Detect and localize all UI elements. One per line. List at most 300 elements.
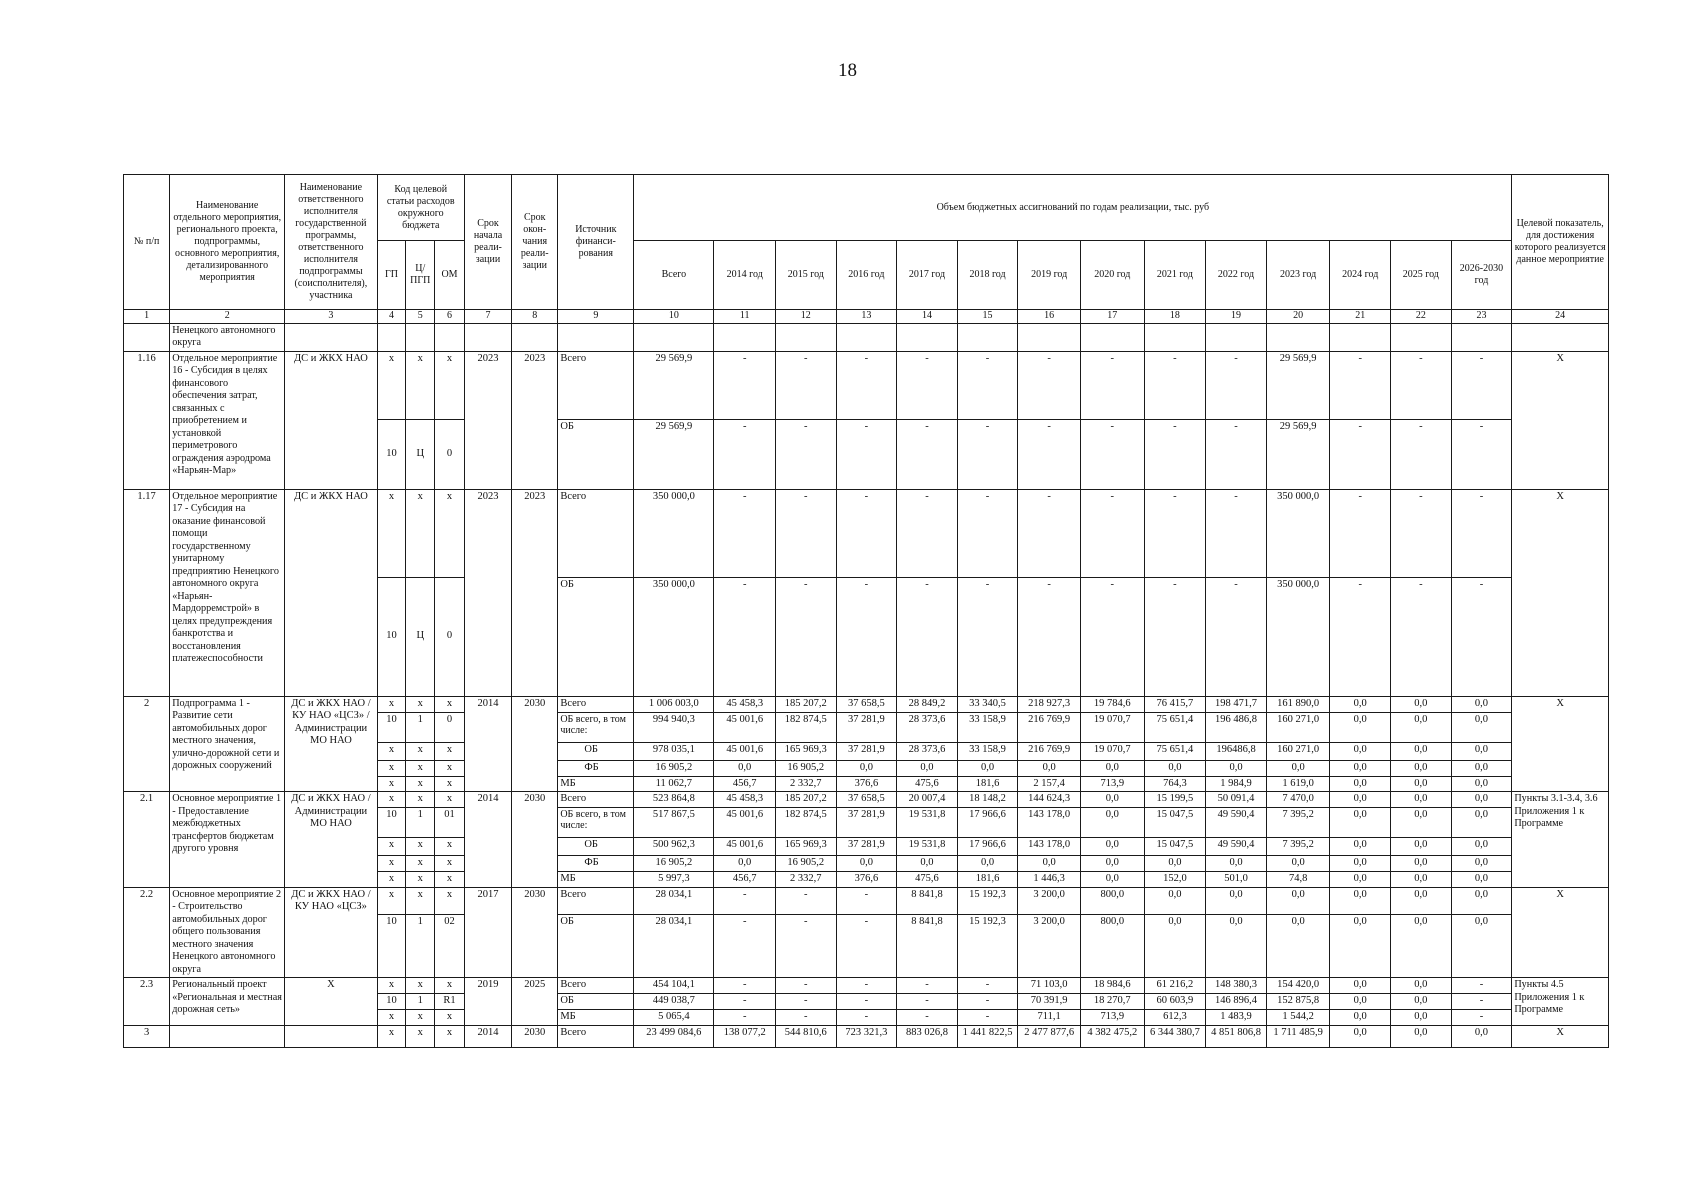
cell-year-value: - xyxy=(1080,577,1144,696)
cell-total: 500 962,3 xyxy=(634,838,714,856)
cell-year-value: 37 658,5 xyxy=(836,792,897,808)
cell-year-value: 18 148,2 xyxy=(957,792,1018,808)
cell-empty xyxy=(634,323,714,351)
cell-year-value: 182 874,5 xyxy=(776,712,837,742)
cell-year-value: 0,0 xyxy=(1451,887,1512,914)
cell-year-value: 19 070,7 xyxy=(1080,742,1144,760)
cell-total: 16 905,2 xyxy=(634,856,714,872)
cell-year-value: 0,0 xyxy=(1391,712,1452,742)
cell-start: 2014 xyxy=(464,1026,511,1048)
cell-year-value: 0,0 xyxy=(1080,838,1144,856)
cell-year-value: 152 875,8 xyxy=(1266,994,1330,1010)
cell-year-value: 0,0 xyxy=(1080,872,1144,888)
cell-end: 2030 xyxy=(512,696,558,792)
cell-code: x xyxy=(377,856,406,872)
cell-year-value: - xyxy=(1144,577,1206,696)
cell-year-value: 45 001,6 xyxy=(714,808,776,838)
cell-code: x xyxy=(377,1010,406,1026)
cell-year-value: 45 458,3 xyxy=(714,792,776,808)
cell-year-value: 28 373,6 xyxy=(897,742,958,760)
header-total: Всего xyxy=(634,241,714,310)
cell-year-value: 0,0 xyxy=(1206,760,1267,776)
cell-year-value: 0,0 xyxy=(1206,914,1267,977)
cell-year-value: 216 769,9 xyxy=(1018,712,1081,742)
header-year: 2024 год xyxy=(1330,241,1391,310)
cell-year-value: 15 192,3 xyxy=(957,887,1018,914)
header-source: Источник финанси-рования xyxy=(558,175,634,310)
cell-code: x xyxy=(377,978,406,994)
cell-year-value: - xyxy=(1206,419,1267,489)
column-numbers-row xyxy=(124,310,1609,324)
cell-year-value: 0,0 xyxy=(1391,872,1452,888)
cell-year-value: 0,0 xyxy=(836,856,897,872)
cell-year-value: 456,7 xyxy=(714,776,776,792)
cell-empty xyxy=(1144,323,1206,351)
cell-year-value: 0,0 xyxy=(897,856,958,872)
cell-year-value: 76 415,7 xyxy=(1144,696,1206,712)
cell-total: 23 499 084,6 xyxy=(634,1026,714,1048)
cell-year-value: - xyxy=(1144,489,1206,577)
header-code-group: Код целевой статьи расходов окружного бюджета xyxy=(377,175,464,241)
cell-year-value: 800,0 xyxy=(1080,887,1144,914)
cell-year-value: 0,0 xyxy=(1451,1026,1512,1048)
cell-empty xyxy=(1391,323,1452,351)
cell-code: x xyxy=(377,351,406,419)
table-row xyxy=(124,887,1609,914)
header-code-om: ОМ xyxy=(435,241,465,310)
cell-year-value: 0,0 xyxy=(1330,838,1391,856)
cell-code: x xyxy=(435,696,465,712)
cell-year-value: - xyxy=(714,887,776,914)
cell-name xyxy=(170,1026,285,1048)
cell-year-value: 0,0 xyxy=(957,760,1018,776)
cell-year-value: 0,0 xyxy=(1330,856,1391,872)
cell-year-value: 2 157,4 xyxy=(1018,776,1081,792)
cell-code: 10 xyxy=(377,419,406,489)
cell-target: Х xyxy=(1512,1026,1609,1048)
header-year: 2025 год xyxy=(1391,241,1452,310)
cell-year-value: 713,9 xyxy=(1080,776,1144,792)
cell-year-value: 0,0 xyxy=(1144,856,1206,872)
cell-year-value: - xyxy=(1144,419,1206,489)
cell-year-value: 165 969,3 xyxy=(776,742,837,760)
cell-year-value: - xyxy=(1330,577,1391,696)
cell-year-value: 711,1 xyxy=(1018,1010,1081,1026)
cell-year-value: - xyxy=(1451,1010,1512,1026)
header-year: 2021 год xyxy=(1144,241,1206,310)
cell-empty xyxy=(558,323,634,351)
cell-year-value: 2 477 877,6 xyxy=(1018,1026,1081,1048)
cell-year-value: 71 103,0 xyxy=(1018,978,1081,994)
cell-year-value: - xyxy=(714,351,776,419)
cell-code: x xyxy=(435,489,465,577)
cell-year-value: - xyxy=(714,978,776,994)
cell-year-value: - xyxy=(776,978,837,994)
cell-year-value: - xyxy=(1330,351,1391,419)
cell-total: 454 104,1 xyxy=(634,978,714,994)
cell-source: ФБ xyxy=(558,856,634,872)
cell-year-value: 138 077,2 xyxy=(714,1026,776,1048)
cell-year-value: 154 420,0 xyxy=(1266,978,1330,994)
cell-code: x xyxy=(377,1026,406,1048)
cell-total: 517 867,5 xyxy=(634,808,714,838)
column-number: 3 xyxy=(285,310,377,324)
cell-code: 02 xyxy=(435,914,465,977)
cell-code: x xyxy=(406,351,435,419)
cell-total: 29 569,9 xyxy=(634,419,714,489)
cell-year-value: - xyxy=(836,489,897,577)
cell-year-value: 17 966,6 xyxy=(957,838,1018,856)
cell-year-value: 2 332,7 xyxy=(776,776,837,792)
column-number: 10 xyxy=(634,310,714,324)
cell-year-value: - xyxy=(957,994,1018,1010)
cell-year-value: 49 590,4 xyxy=(1206,838,1267,856)
cell-code: 1 xyxy=(406,994,435,1010)
cell-year-value: - xyxy=(1330,489,1391,577)
cell-year-value: - xyxy=(1080,489,1144,577)
cell-year-value: - xyxy=(1451,978,1512,994)
cell-year-value: - xyxy=(957,577,1018,696)
table-row xyxy=(124,696,1609,712)
cell-year-value: 350 000,0 xyxy=(1266,489,1330,577)
cell-year-value: 181,6 xyxy=(957,872,1018,888)
header-year: 2014 год xyxy=(714,241,776,310)
cell-empty xyxy=(1512,323,1609,351)
cell-year-value: 15 192,3 xyxy=(957,914,1018,977)
cell-year-value: 713,9 xyxy=(1080,1010,1144,1026)
cell-year-value: 612,3 xyxy=(1144,1010,1206,1026)
cell-source: ОБ xyxy=(558,914,634,977)
cell-source: ФБ xyxy=(558,760,634,776)
cell-year-value: 148 380,3 xyxy=(1206,978,1267,994)
column-number: 18 xyxy=(1144,310,1206,324)
cell-year-value: 2 332,7 xyxy=(776,872,837,888)
header-year: 2022 год xyxy=(1206,241,1267,310)
cell-year-value: 0,0 xyxy=(1330,760,1391,776)
column-number: 12 xyxy=(776,310,837,324)
cell-source: Всего xyxy=(558,1026,634,1048)
cell-year-value: 0,0 xyxy=(1330,712,1391,742)
cell-code: x xyxy=(406,978,435,994)
cell-year-value: 0,0 xyxy=(1330,1010,1391,1026)
cell-num xyxy=(124,323,170,351)
cell-year-value: - xyxy=(1018,351,1081,419)
cell-year-value: 0,0 xyxy=(1018,760,1081,776)
column-number: 15 xyxy=(957,310,1018,324)
cell-year-value: 0,0 xyxy=(1391,792,1452,808)
cell-code: x xyxy=(435,872,465,888)
cell-year-value: - xyxy=(1451,489,1512,577)
cell-year-value: 1 544,2 xyxy=(1266,1010,1330,1026)
cell-source: МБ xyxy=(558,1010,634,1026)
cell-total: 523 864,8 xyxy=(634,792,714,808)
cell-year-value: 29 569,9 xyxy=(1266,351,1330,419)
cell-year-value: 475,6 xyxy=(897,872,958,888)
cell-empty xyxy=(1206,323,1267,351)
column-number: 6 xyxy=(435,310,465,324)
cell-source: Всего xyxy=(558,489,634,577)
cell-year-value: 196 486,8 xyxy=(1206,712,1267,742)
cell-start: 2014 xyxy=(464,792,511,888)
cell-year-value: 0,0 xyxy=(1391,838,1452,856)
cell-year-value: 0,0 xyxy=(1266,887,1330,914)
cell-code: 10 xyxy=(377,994,406,1010)
cell-year-value: 37 658,5 xyxy=(836,696,897,712)
cell-year-value: 181,6 xyxy=(957,776,1018,792)
cell-year-value: 185 207,2 xyxy=(776,792,837,808)
cell-code: x xyxy=(435,856,465,872)
cell-code: x xyxy=(406,742,435,760)
cell-source: Всего xyxy=(558,887,634,914)
cell-year-value: 196486,8 xyxy=(1206,742,1267,760)
cell-year-value: 0,0 xyxy=(1391,978,1452,994)
cell-year-value: 475,6 xyxy=(897,776,958,792)
cell-empty xyxy=(285,323,377,351)
cell-start: 2017 xyxy=(464,887,511,978)
cell-target: Х xyxy=(1512,887,1609,978)
cell-year-value: 0,0 xyxy=(1144,760,1206,776)
cell-year-value: 0,0 xyxy=(1330,808,1391,838)
cell-year-value: 33 340,5 xyxy=(957,696,1018,712)
cell-end: 2025 xyxy=(512,978,558,1026)
cell-source: ОБ всего, в том числе: xyxy=(558,712,634,742)
cell-code: x xyxy=(377,792,406,808)
cell-start: 2014 xyxy=(464,696,511,792)
cell-empty xyxy=(435,323,465,351)
cell-year-value: 376,6 xyxy=(836,872,897,888)
cell-target: Пункты 4.5 Приложения 1 к Программе xyxy=(1512,978,1609,1026)
column-number: 1 xyxy=(124,310,170,324)
cell-year-value: 17 966,6 xyxy=(957,808,1018,838)
cell-num: 2.3 xyxy=(124,978,170,1026)
cell-empty xyxy=(957,323,1018,351)
cell-code: x xyxy=(406,776,435,792)
cell-code: x xyxy=(435,742,465,760)
cell-year-value: 1 619,0 xyxy=(1266,776,1330,792)
cell-year-value: 0,0 xyxy=(1206,887,1267,914)
cell-year-value: 0,0 xyxy=(1391,1010,1452,1026)
cell-year-value: 29 569,9 xyxy=(1266,419,1330,489)
header-num: № п/п xyxy=(124,175,170,310)
cell-year-value: 0,0 xyxy=(1391,808,1452,838)
cell-source: Всего xyxy=(558,978,634,994)
cell-code: R1 xyxy=(435,994,465,1010)
header-end: Срок окон-чания реали-зации xyxy=(512,175,558,310)
cell-source: ОБ xyxy=(558,838,634,856)
cell-year-value: 456,7 xyxy=(714,872,776,888)
cell-executor: ДС и ЖКХ НАО / КУ НАО «ЦСЗ» xyxy=(285,887,377,978)
table-row xyxy=(124,489,1609,577)
cell-year-value: 15 047,5 xyxy=(1144,808,1206,838)
cell-code: x xyxy=(435,887,465,914)
cell-source: ОБ всего, в том числе: xyxy=(558,808,634,838)
cell-code: x xyxy=(377,872,406,888)
cell-year-value: - xyxy=(836,994,897,1010)
cell-year-value: - xyxy=(714,1010,776,1026)
cell-start: 2023 xyxy=(464,489,511,696)
cell-year-value: - xyxy=(714,914,776,977)
column-number: 2 xyxy=(170,310,285,324)
cell-year-value: - xyxy=(1206,489,1267,577)
cell-year-value: 544 810,6 xyxy=(776,1026,837,1048)
cell-name: Отдельное мероприятие 17 - Субсидия на оказание финансовой помощи государственному унитарному предприятию Ненецкого автономного округа «Нарьян-Мардорремстрой» в целях предупреждения банкротства и восстановления платежеспособности xyxy=(170,489,285,696)
cell-num: 2 xyxy=(124,696,170,792)
cell-year-value: 0,0 xyxy=(1080,856,1144,872)
cell-year-value: 182 874,5 xyxy=(776,808,837,838)
cell-year-value: 0,0 xyxy=(1391,742,1452,760)
cell-code: 10 xyxy=(377,914,406,977)
cell-source: МБ xyxy=(558,776,634,792)
cell-year-value: 49 590,4 xyxy=(1206,808,1267,838)
header-budget-group: Объем бюджетных ассигнований по годам реализации, тыс. руб xyxy=(634,175,1512,241)
cell-executor: Х xyxy=(285,978,377,1026)
cell-code: x xyxy=(377,887,406,914)
cell-year-value: - xyxy=(1330,419,1391,489)
cell-year-value: 152,0 xyxy=(1144,872,1206,888)
cell-year-value: 0,0 xyxy=(1330,872,1391,888)
cell-total: 350 000,0 xyxy=(634,577,714,696)
cell-source: Всего xyxy=(558,351,634,419)
cell-code: x xyxy=(406,489,435,577)
cell-year-value: 45 458,3 xyxy=(714,696,776,712)
cell-year-value: - xyxy=(1206,351,1267,419)
cell-code: 0 xyxy=(435,712,465,742)
cell-num: 2.1 xyxy=(124,792,170,888)
cell-year-value: 0,0 xyxy=(1391,856,1452,872)
cell-year-value: 45 001,6 xyxy=(714,838,776,856)
cell-target: Х xyxy=(1512,696,1609,792)
cell-code: x xyxy=(377,742,406,760)
cell-name: Подпрограмма 1 - Развитие сети автомобильных дорог местного значения, улично-дорожной сети и дорожных сооружений xyxy=(170,696,285,792)
cell-code: x xyxy=(435,760,465,776)
table-row xyxy=(124,792,1609,808)
cell-year-value: 185 207,2 xyxy=(776,696,837,712)
cell-year-value: 1 483,9 xyxy=(1206,1010,1267,1026)
cell-year-value: 61 216,2 xyxy=(1144,978,1206,994)
cell-year-value: 70 391,9 xyxy=(1018,994,1081,1010)
cell-code: x xyxy=(406,856,435,872)
cell-empty xyxy=(1080,323,1144,351)
cell-executor xyxy=(285,1026,377,1048)
cell-total: 11 062,7 xyxy=(634,776,714,792)
cell-year-value: 0,0 xyxy=(897,760,958,776)
column-number: 7 xyxy=(464,310,511,324)
cell-year-value: 198 471,7 xyxy=(1206,696,1267,712)
cell-year-value: - xyxy=(1206,577,1267,696)
cell-year-value: 0,0 xyxy=(1451,776,1512,792)
cell-year-value: 350 000,0 xyxy=(1266,577,1330,696)
cell-code: x xyxy=(377,696,406,712)
cell-start: 2019 xyxy=(464,978,511,1026)
cell-executor: ДС и ЖКХ НАО / КУ НАО «ЦСЗ» / Администрации МО НАО xyxy=(285,696,377,792)
column-number: 24 xyxy=(1512,310,1609,324)
cell-year-value: 7 395,2 xyxy=(1266,808,1330,838)
column-number: 19 xyxy=(1206,310,1267,324)
cell-year-value: 0,0 xyxy=(1391,914,1452,977)
cell-total: 994 940,3 xyxy=(634,712,714,742)
cell-code: x xyxy=(406,872,435,888)
cell-year-value: 0,0 xyxy=(836,760,897,776)
cell-year-value: 37 281,9 xyxy=(836,712,897,742)
cell-year-value: - xyxy=(957,351,1018,419)
cell-year-value: - xyxy=(957,489,1018,577)
cell-year-value: - xyxy=(1391,489,1452,577)
cell-year-value: 7 470,0 xyxy=(1266,792,1330,808)
cell-code: x xyxy=(406,1026,435,1048)
cell-total: 5 065,4 xyxy=(634,1010,714,1026)
header-code-cpp: Ц/ПГП xyxy=(406,241,435,310)
cell-year-value: 0,0 xyxy=(1330,994,1391,1010)
cell-total: 29 569,9 xyxy=(634,351,714,419)
cell-year-value: 764,3 xyxy=(1144,776,1206,792)
cell-code: Ц xyxy=(406,577,435,696)
cell-year-value: - xyxy=(1018,577,1081,696)
cell-year-value: 0,0 xyxy=(1330,792,1391,808)
cell-year-value: 16 905,2 xyxy=(776,760,837,776)
cell-year-value: 19 531,8 xyxy=(897,838,958,856)
column-number: 17 xyxy=(1080,310,1144,324)
header-executor: Наименование ответственного исполнителя государственной программы, ответственного исполнителя подпрограммы (соисполнителя), участника xyxy=(285,175,377,310)
cell-year-value: 33 158,9 xyxy=(957,712,1018,742)
cell-year-value: - xyxy=(1080,351,1144,419)
cell-year-value: 0,0 xyxy=(1330,914,1391,977)
cell-year-value: - xyxy=(836,351,897,419)
cell-total: 16 905,2 xyxy=(634,760,714,776)
cell-empty xyxy=(1330,323,1391,351)
cell-code: x xyxy=(435,351,465,419)
cell-year-value: 74,8 xyxy=(1266,872,1330,888)
cell-year-value: 28 373,6 xyxy=(897,712,958,742)
cell-year-value: 0,0 xyxy=(1330,742,1391,760)
cell-code: x xyxy=(406,887,435,914)
cell-year-value: 376,6 xyxy=(836,776,897,792)
cell-year-value: 18 270,7 xyxy=(1080,994,1144,1010)
cell-year-value: 0,0 xyxy=(1391,776,1452,792)
cell-year-value: 0,0 xyxy=(1451,742,1512,760)
cell-year-value: 0,0 xyxy=(1080,792,1144,808)
cell-end: 2023 xyxy=(512,351,558,489)
cell-year-value: 883 026,8 xyxy=(897,1026,958,1048)
cell-year-value: - xyxy=(776,419,837,489)
cell-code: x xyxy=(406,696,435,712)
header-start: Срок начала реали-зации xyxy=(464,175,511,310)
cell-year-value: - xyxy=(1080,419,1144,489)
cell-year-value: - xyxy=(836,1010,897,1026)
cell-target: Х xyxy=(1512,351,1609,489)
cell-end: 2030 xyxy=(512,792,558,888)
cell-source: ОБ xyxy=(558,419,634,489)
cell-year-value: - xyxy=(957,419,1018,489)
cell-code: 10 xyxy=(377,712,406,742)
cell-code: x xyxy=(435,838,465,856)
cell-end: 2030 xyxy=(512,1026,558,1048)
cell-year-value: 0,0 xyxy=(1266,914,1330,977)
cell-num: 1.17 xyxy=(124,489,170,696)
cell-year-value: 0,0 xyxy=(1330,696,1391,712)
column-number: 21 xyxy=(1330,310,1391,324)
cell-code: 1 xyxy=(406,808,435,838)
cell-year-value: - xyxy=(776,489,837,577)
budget-table xyxy=(123,174,1609,1048)
cell-year-value: 0,0 xyxy=(1391,760,1452,776)
header-year: 2023 год xyxy=(1266,241,1330,310)
cell-target: Х xyxy=(1512,489,1609,696)
cell-name: Отдельное мероприятие 16 - Субсидия в целях финансового обеспечения затрат, связанных с приобретением и установкой периметрового ограждения аэродрома «Нарьян-Мар» xyxy=(170,351,285,489)
cell-year-value: - xyxy=(1451,419,1512,489)
cell-source: Всего xyxy=(558,696,634,712)
header-year: 2020 год xyxy=(1080,241,1144,310)
cell-year-value: 1 984,9 xyxy=(1206,776,1267,792)
